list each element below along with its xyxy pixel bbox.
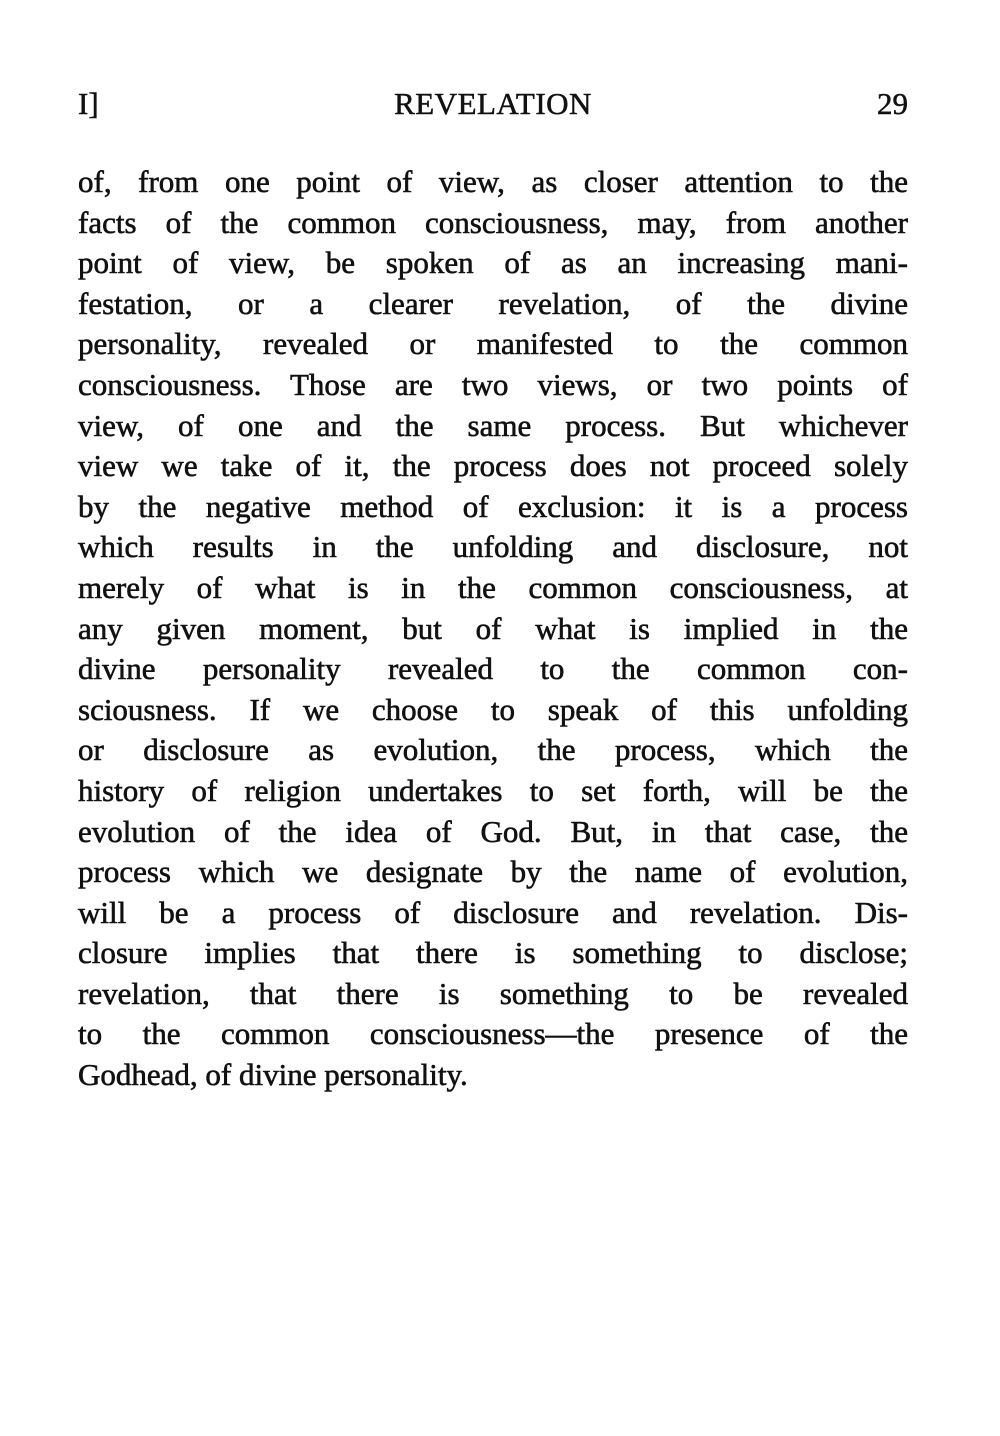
text-line: divine personality revealed to the common con- xyxy=(78,651,908,687)
text-line: consciousness. Those are two views, or two points of xyxy=(78,366,908,402)
text-line: point of view, be spoken of as an increasing mani- xyxy=(78,245,908,281)
chapter-number: I] xyxy=(78,86,99,121)
page-number: 29 xyxy=(877,86,908,121)
text-line: history of religion undertakes to set forth, will be the xyxy=(78,772,908,808)
text-line: closure implies that there is something to disclose; xyxy=(78,935,908,971)
text-line: facts of the common consciousness, may, from another xyxy=(78,204,908,240)
text-line-last: Godhead, of divine personality. xyxy=(78,1057,468,1093)
text-line: sciousness. If we choose to speak of this unfolding xyxy=(78,691,908,727)
text-line: of, from one point of view, as closer attention to the xyxy=(78,164,908,199)
text-line: view, of one and the same process. But whichever xyxy=(78,407,908,443)
text-line: will be a process of disclosure and revelation. Dis- xyxy=(78,894,908,930)
running-header xyxy=(78,86,908,130)
text-line: to the common consciousness—the presence of the xyxy=(78,1016,908,1052)
text-line: view we take of it, the process does not proceed solely xyxy=(78,448,908,484)
text-line: evolution of the idea of God. But, in that case, the xyxy=(78,813,908,849)
text-line: process which we designate by the name of evolution, xyxy=(78,854,908,890)
text-line: which results in the unfolding and disclosure, not xyxy=(78,529,908,565)
text-line: merely of what is in the common consciousness, at xyxy=(78,569,908,605)
text-line: festation, or a clearer revelation, of the divine xyxy=(78,285,908,321)
text-line: revelation, that there is something to be revealed xyxy=(78,975,908,1011)
text-line: any given moment, but of what is implied in the xyxy=(78,610,908,646)
body-text xyxy=(78,162,908,1096)
text-line: or disclosure as evolution, the process, which the xyxy=(78,732,908,768)
text-line: by the negative method of exclusion: it is a process xyxy=(78,488,908,524)
running-title: REVELATION xyxy=(394,86,592,121)
text-line: personality, revealed or manifested to the common xyxy=(78,326,908,362)
